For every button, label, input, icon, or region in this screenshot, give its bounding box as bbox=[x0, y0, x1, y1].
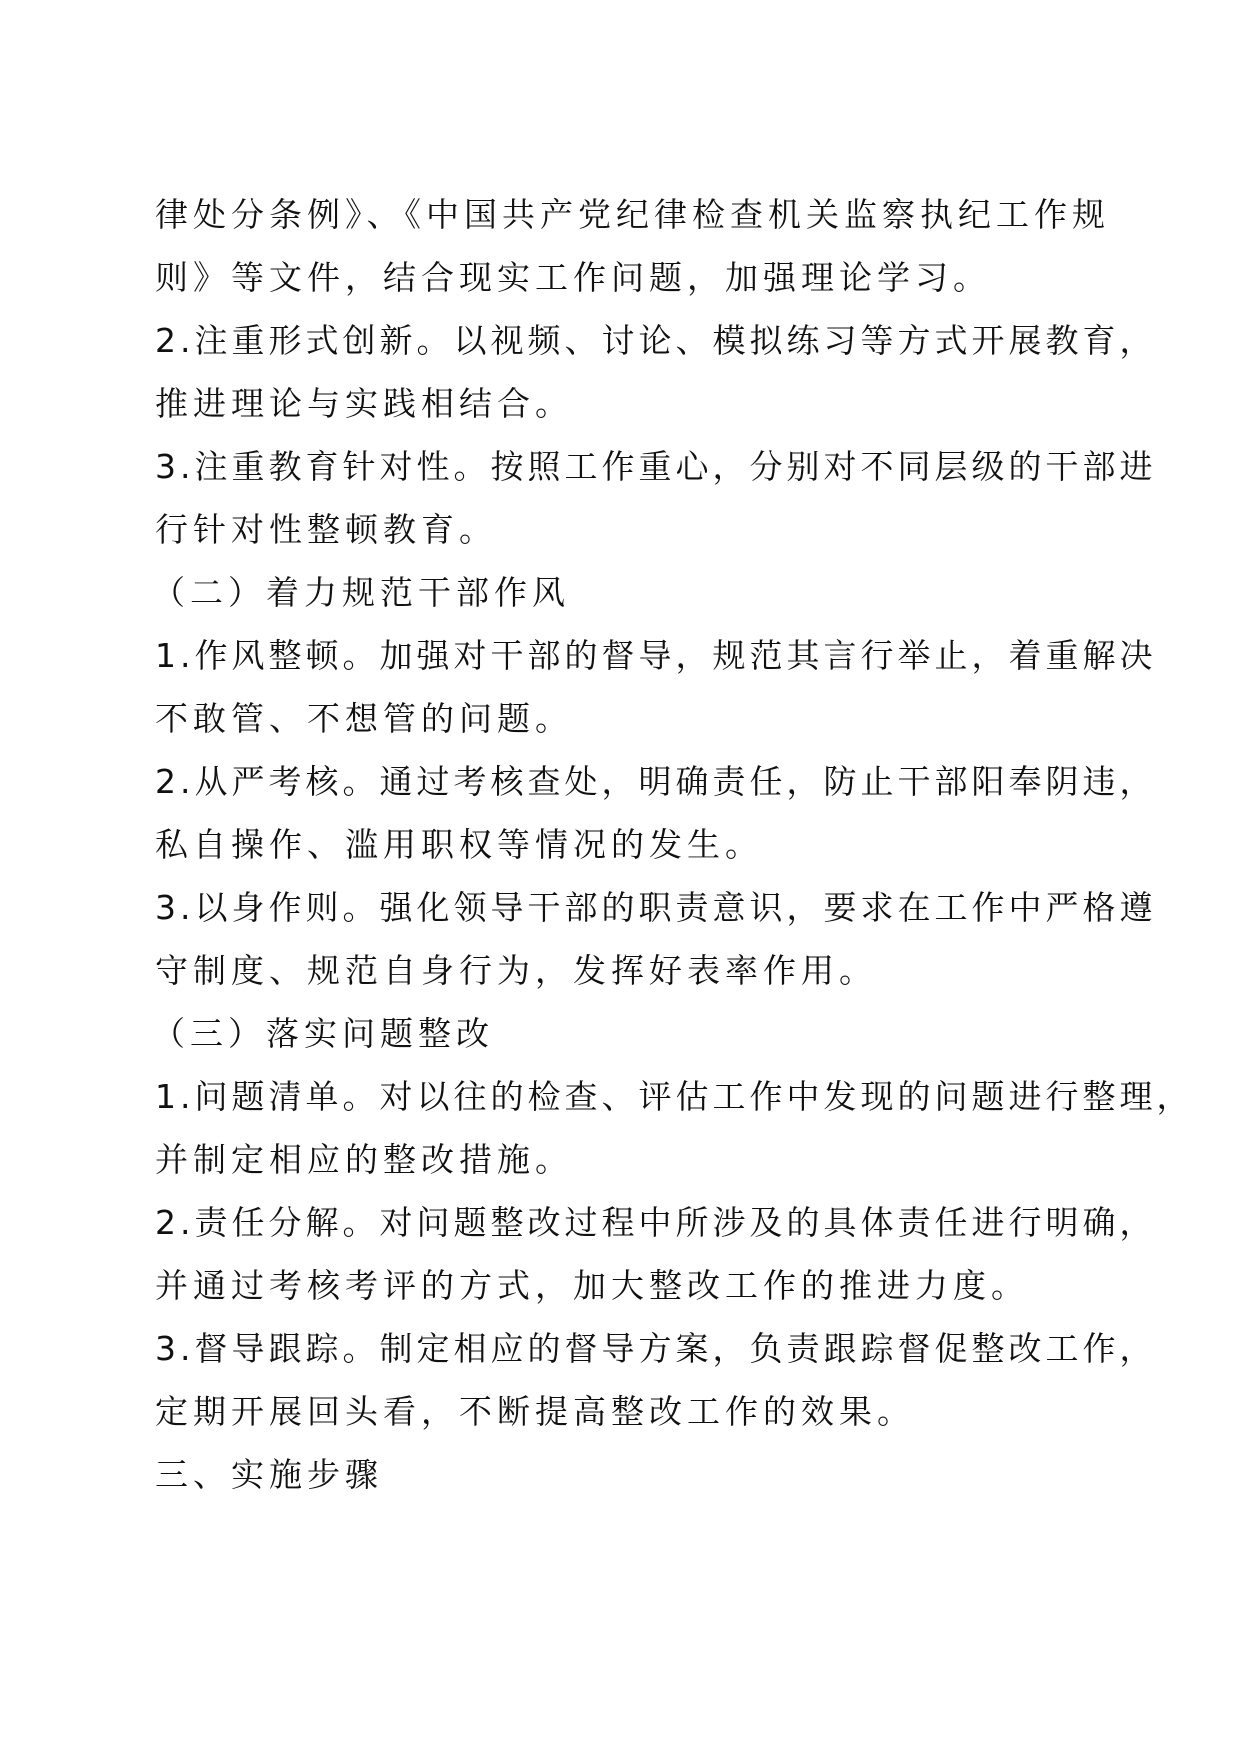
text-line: 私自操作、滥用职权等情况的发生。 bbox=[155, 825, 763, 864]
section-heading: （二）着力规范干部作风 bbox=[152, 573, 570, 612]
text-line: 并通过考核考评的方式，加大整改工作的推进力度。 bbox=[155, 1266, 1029, 1305]
text-line: 推进理论与实践相结合。 bbox=[155, 384, 573, 423]
text-line: 则》等文件，结合现实工作问题，加强理论学习。 bbox=[155, 258, 991, 297]
text-line: 律处分条例》、《中国共产党纪律检查机关监察执纪工作规 bbox=[155, 195, 1110, 234]
list-item: 3.注重教育针对性。按照工作重心，分别对不同层级的干部进 bbox=[155, 447, 1157, 486]
text-line: 不敢管、不想管的问题。 bbox=[155, 699, 573, 738]
list-item: 2.责任分解。对问题整改过程中所涉及的具体责任进行明确， bbox=[155, 1203, 1157, 1242]
text-line: 守制度、规范自身行为，发挥好表率作用。 bbox=[155, 951, 877, 990]
text-line: 行针对性整顿教育。 bbox=[155, 510, 497, 549]
list-item: 3.督导跟踪。制定相应的督导方案，负责跟踪督促整改工作， bbox=[155, 1329, 1157, 1368]
list-item: 2.从严考核。通过考核查处，明确责任，防止干部阳奉阴违， bbox=[155, 762, 1157, 801]
text-line: 定期开展回头看，不断提高整改工作的效果。 bbox=[155, 1392, 915, 1431]
text-line: 并制定相应的整改措施。 bbox=[155, 1140, 573, 1179]
section-heading: （三）落实问题整改 bbox=[152, 1014, 494, 1053]
list-item: 2.注重形式创新。以视频、讨论、模拟练习等方式开展教育， bbox=[155, 321, 1157, 360]
list-item: 3.以身作则。强化领导干部的职责意识，要求在工作中严格遵 bbox=[155, 888, 1157, 927]
list-item: 1.问题清单。对以往的检查、评估工作中发现的问题进行整理， bbox=[155, 1077, 1194, 1116]
section-heading: 三、实施步骤 bbox=[155, 1455, 383, 1494]
list-item: 1.作风整顿。加强对干部的督导，规范其言行举止，着重解决 bbox=[155, 636, 1157, 675]
